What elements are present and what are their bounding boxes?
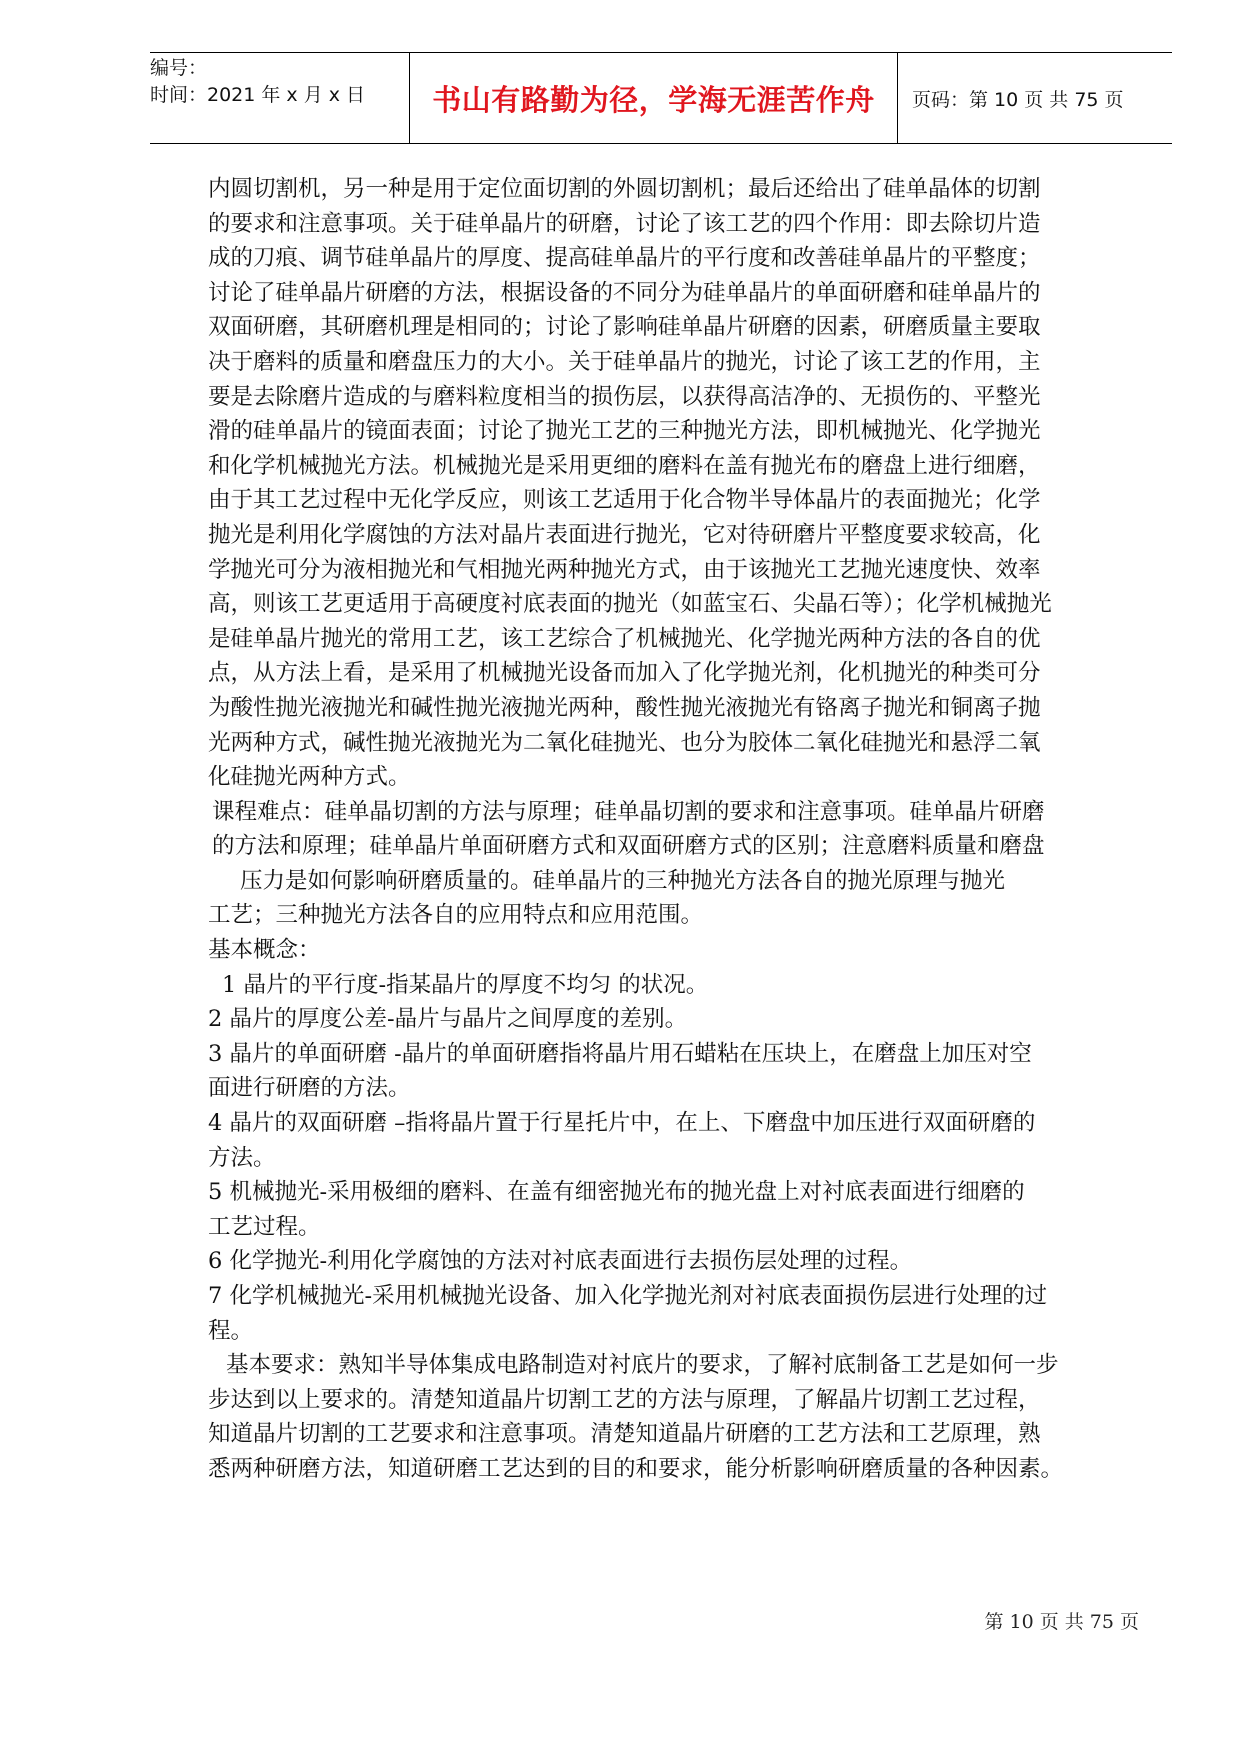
document-body (208, 172, 1138, 1487)
text-line: 讨论了硅单晶片研磨的方法，根据设备的不同分为硅单晶片的单面研磨和硅单晶片的 (208, 279, 1041, 306)
concept-item: 工艺过程。 (208, 1213, 321, 1240)
text-line: 学抛光可分为液相抛光和气相抛光两种抛光方式，由于该抛光工艺抛光速度快、效率 (208, 556, 1041, 583)
text-line: 决于磨料的质量和磨盘压力的大小。关于硅单晶片的抛光，讨论了该工艺的作用，主 (208, 348, 1041, 375)
concept-item: 1 晶片的平行度-指某晶片的厚度不均匀 的状况。 (222, 971, 709, 998)
header-page-cell (898, 53, 1172, 143)
concept-item: 5 机械抛光-采用极细的磨料、在盖有细密抛光布的抛光盘上对衬底表面进行细磨的 (208, 1179, 1025, 1206)
requirement-line: 悉两种研磨方法，知道研磨工艺达到的目的和要求，能分析影响研磨质量的各种因素。 (208, 1455, 1064, 1482)
requirement-line: 基本要求：熟知半导体集成电路制造对衬底片的要求，了解衬底制备工艺是如何一步 (226, 1352, 1059, 1379)
text-line: 由于其工艺过程中无化学反应，则该工艺适用于化合物半导体晶片的表面抛光；化学 (208, 487, 1041, 514)
time-label: 时间：2021 年 x 月 x 日 (150, 84, 366, 106)
concept-item: 面进行研磨的方法。 (208, 1075, 411, 1102)
header-page-info: 页码：第 10 页 共 75 页 (912, 88, 1124, 111)
text-line: 和化学机械抛光方法。机械抛光是采用更细的磨料在盖有抛光布的磨盘上进行细磨， (208, 452, 1041, 479)
requirement-line: 知道晶片切割的工艺要求和注意事项。清楚知道晶片研磨的工艺方法和工艺原理，熟 (208, 1421, 1041, 1448)
difficulty-line: 压力是如何影响研磨质量的。硅单晶片的三种抛光方法各自的抛光原理与抛光 (240, 867, 1006, 894)
header-left-cell (150, 53, 410, 143)
page-footer: 第 10 页 共 75 页 (984, 1611, 1139, 1633)
difficulty-line: 课程难点：硅单晶切割的方法与原理；硅单晶切割的要求和注意事项。硅单晶片研磨 (212, 798, 1045, 825)
motto-text: 书山有路勤为径，学海无涯苦作舟 (432, 82, 875, 117)
text-line: 要是去除磨片造成的与磨料粒度相当的损伤层，以获得高洁净的、无损伤的、平整光 (208, 383, 1041, 410)
requirement-line: 步达到以上要求的。清楚知道晶片切割工艺的方法与原理，了解晶片切割工艺过程， (208, 1386, 1041, 1413)
text-line: 滑的硅单晶片的镜面表面；讨论了抛光工艺的三种抛光方法，即机械抛光、化学抛光 (208, 418, 1041, 445)
concept-item: 方法。 (208, 1144, 276, 1171)
concept-item: 2 晶片的厚度公差-晶片与晶片之间厚度的差别。 (208, 1006, 688, 1033)
text-line: 高，则该工艺更适用于高硬度衬底表面的抛光（如蓝宝石、尖晶石等）；化学机械抛光 (208, 591, 1052, 618)
text-line: 内圆切割机，另一种是用于定位面切割的外圆切割机；最后还给出了硅单晶体的切割 (208, 176, 1041, 202)
concept-item: 6 化学抛光-利用化学腐蚀的方法对衬底表面进行去损伤层处理的过程。 (208, 1248, 913, 1275)
concept-item: 4 晶片的双面研磨 –指将晶片置于行星托片中，在上、下磨盘中加压进行双面研磨的 (208, 1110, 1036, 1137)
text-line: 点，从方法上看，是采用了机械抛光设备而加入了化学抛光剂，化机抛光的种类可分 (208, 660, 1041, 687)
text-line: 双面研磨，其研磨机理是相同的；讨论了影响硅单晶片研磨的因素，研磨质量主要取 (208, 314, 1041, 341)
concept-item: 3 晶片的单面研磨 -晶片的单面研磨指将晶片用石蜡粘在压块上，在磨盘上加压对空 (208, 1040, 1032, 1067)
text-line: 为酸性抛光液抛光和碱性抛光液抛光两种，酸性抛光液抛光有铬离子抛光和铜离子抛 (208, 694, 1041, 721)
concept-item: 7 化学机械抛光-采用机械抛光设备、加入化学抛光剂对衬底表面损伤层进行处理的过 (208, 1283, 1048, 1309)
text-line: 光两种方式，碱性抛光液抛光为二氧化硅抛光、也分为胶体二氧化硅抛光和悬浮二氧 (208, 729, 1041, 756)
text-line: 是硅单晶片抛光的常用工艺，该工艺综合了机械抛光、化学抛光两种方法的各自的优 (208, 625, 1041, 652)
header-motto-cell (410, 53, 898, 143)
text-line: 化硅抛光两种方式。 (208, 764, 411, 791)
concept-item: 程。 (208, 1317, 254, 1344)
text-line: 的要求和注意事项。关于硅单晶片的研磨，讨论了该工艺的四个作用：即去除切片造 (208, 210, 1041, 237)
text-line: 成的刀痕、调节硅单晶片的厚度、提高硅单晶片的平行度和改善硅单晶片的平整度； (208, 245, 1041, 272)
number-label: 编号： (150, 57, 208, 79)
text-line: 抛光是利用化学腐蚀的方法对晶片表面进行抛光，它对待研磨片平整度要求较高，化 (208, 521, 1041, 548)
difficulty-line: 的方法和原理；硅单晶片单面研磨方式和双面研磨方式的区别；注意磨料质量和磨盘 (212, 833, 1045, 860)
difficulty-line: 工艺；三种抛光方法各自的应用特点和应用范围。 (208, 902, 704, 929)
concepts-heading: 基本概念： (208, 937, 321, 964)
page-header (150, 52, 1172, 144)
